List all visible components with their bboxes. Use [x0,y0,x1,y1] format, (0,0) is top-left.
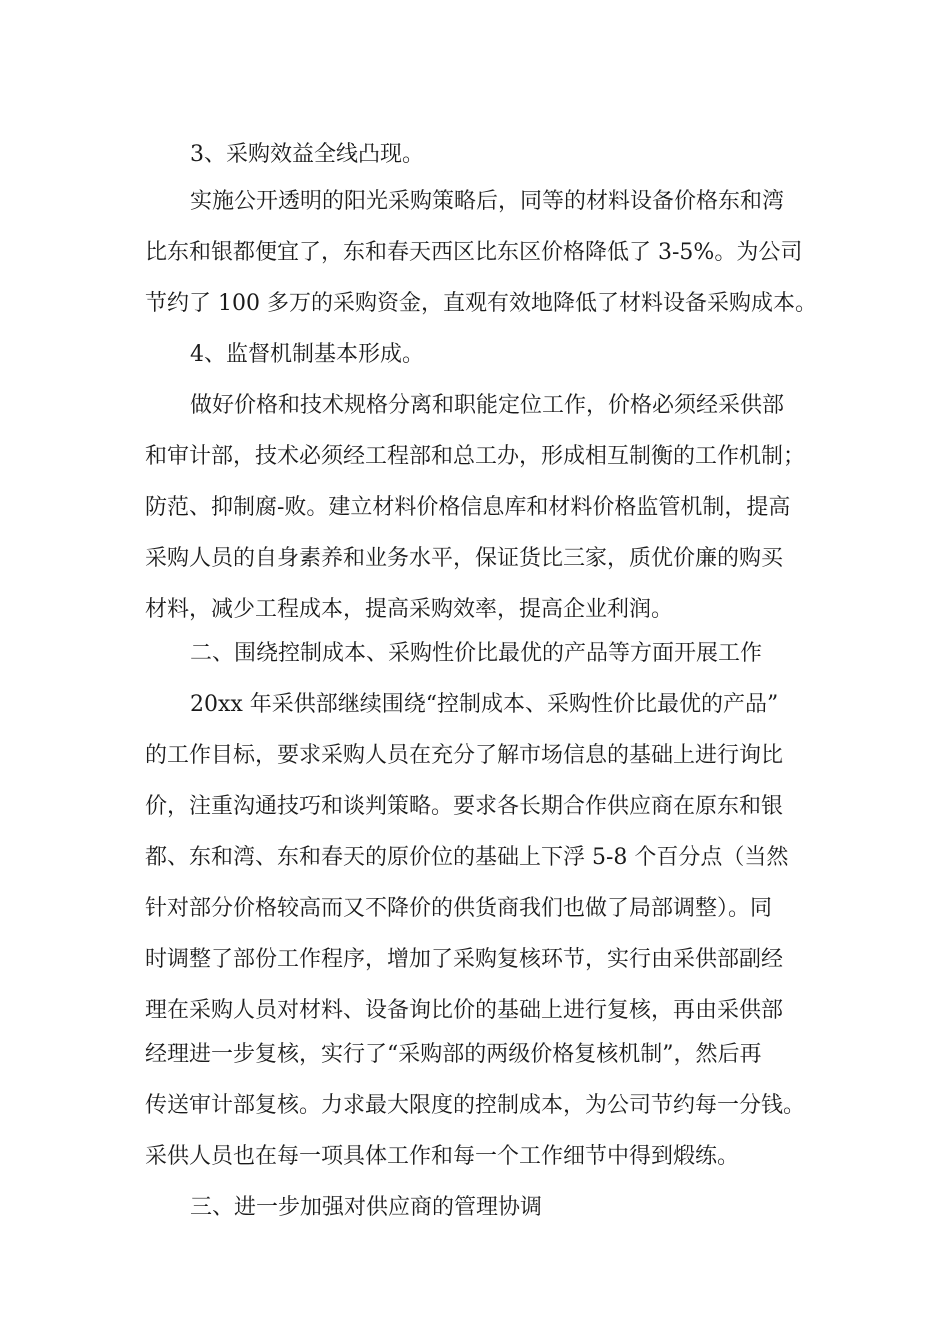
paragraph-line: 节约了 100 多万的采购资金，直观有效地降低了材料设备采购成本。 [145,291,817,316]
paragraph-line: 采购人员的自身素养和业务水平，保证货比三家，质优价廉的购买 [145,546,784,571]
paragraph-line: 理在采购人员对材料、设备询比价的基础上进行复核，再由采供部 [145,998,784,1023]
paragraph-line: 和审计部，技术必须经工程部和总工办，形成相互制衡的工作机制； [145,444,806,469]
paragraph-line: 做好价格和技术规格分离和职能定位工作，价格必须经采供部 [190,393,785,418]
paragraph-line: 价，注重沟通技巧和谈判策略。要求各长期合作供应商在原东和银 [145,794,784,819]
paragraph-line: 针对部分价格较高而又不降价的供货商我们也做了局部调整）。同 [145,896,773,921]
paragraph-line: 20xx 年采供部继续围绕“控制成本、采购性价比最优的产品” [190,692,779,717]
paragraph-line: 传送审计部复核。力求最大限度的控制成本，为公司节约每一分钱。 [145,1093,806,1118]
paragraph-line: 防范、抑制腐-败。建立材料价格信息库和材料价格监管机制，提高 [145,495,791,520]
paragraph-line: 材料，减少工程成本，提高采购效率，提高企业利润。 [145,597,674,622]
paragraph-line: 采供人员也在每一项具体工作和每一个工作细节中得到煅练。 [145,1144,740,1169]
section-heading-two: 二、围绕控制成本、采购性价比最优的产品等方面开展工作 [190,641,763,666]
paragraph-line: 都、东和湾、东和春天的原价位的基础上下浮 5-8 个百分点（当然 [145,845,789,870]
section-heading-4: 4、监督机制基本形成。 [190,342,424,367]
section-heading-3: 3、采购效益全线凸现。 [190,142,424,167]
paragraph-line: 实施公开透明的阳光采购策略后，同等的材料设备价格东和湾 [190,189,785,214]
section-heading-three: 三、进一步加强对供应商的管理协调 [190,1195,543,1220]
paragraph-line: 经理进一步复核，实行了“采购部的两级价格复核机制”，然后再 [145,1042,762,1067]
paragraph-line: 比东和银都便宜了，东和春天西区比东区价格降低了 3-5%。为公司 [145,240,803,265]
paragraph-line: 的工作目标，要求采购人员在充分了解市场信息的基础上进行询比 [145,743,784,768]
paragraph-line: 时调整了部份工作程序，增加了采购复核环节，实行由采供部副经 [145,947,784,972]
